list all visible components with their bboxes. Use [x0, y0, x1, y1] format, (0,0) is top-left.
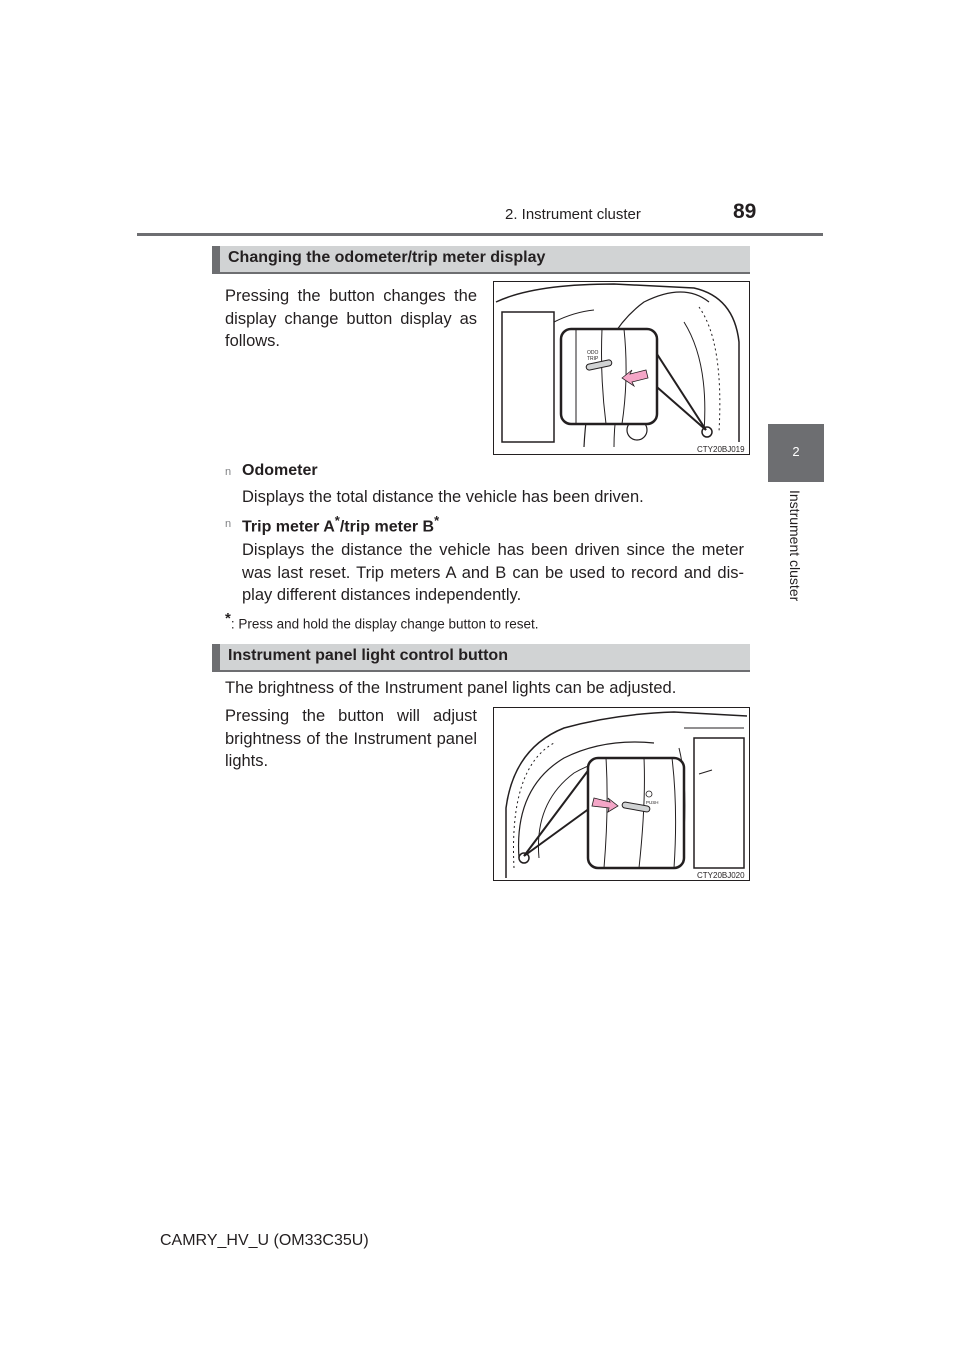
chapter-tab-number: 2 — [792, 444, 800, 459]
item-title-trip-meter — [242, 513, 439, 536]
figure-panel-light-button — [493, 707, 750, 881]
footer-model-code: CAMRY_HV_U (OM33C35U) — [160, 1232, 369, 1249]
section-heading-text: Changing the odometer/trip meter display — [228, 249, 546, 266]
footnote — [225, 610, 539, 632]
figure-odometer-button — [493, 281, 750, 455]
running-header-section: 2. Instrument cluster — [505, 206, 641, 223]
section-heading-panel-light — [212, 644, 750, 670]
item-body-trip-meter: Displays the distance the vehicle has been driven since the meter was last reset. Trip meters A and B can be used to record and dis-play different distances independently. — [242, 541, 744, 604]
section-heading-odometer — [212, 246, 750, 272]
panel-light-line: The brightness of the Instrument panel lights can be adjusted. — [225, 679, 677, 697]
item-body-odometer: Displays the total distance the vehicle has been driven. — [242, 488, 644, 506]
panel-light-intro-text: Pressing the button will adjust brightness of the Instrument panel lights. — [225, 707, 477, 770]
panel-light-button-illustration — [494, 708, 749, 880]
figure-code: CTY20BJ019 — [697, 445, 745, 454]
section-heading-rule — [212, 272, 750, 274]
item-title-text: Trip meter A — [242, 518, 335, 536]
item-title-text: /trip meter B — [339, 518, 435, 536]
bullet-marker: n — [225, 518, 232, 530]
section-heading-text: Instrument panel light control button — [228, 647, 508, 664]
header-rule — [137, 233, 823, 236]
chapter-tab-label: Instrument cluster — [787, 490, 803, 602]
footnote-mark: * — [225, 610, 231, 627]
page-number: 89 — [733, 200, 757, 223]
footnote-text: : Press and hold the display change button to reset. — [230, 616, 539, 632]
section-heading-rule — [212, 670, 750, 672]
svg-text:ODO: ODO — [587, 350, 599, 356]
item-title-odometer — [242, 462, 318, 480]
bullet-marker: n — [225, 466, 232, 478]
figure-code: CTY20BJ020 — [697, 871, 745, 880]
footnote-mark: * — [334, 513, 340, 528]
svg-text:TRIP: TRIP — [587, 356, 599, 362]
item-title-text: Odometer — [242, 462, 318, 479]
odometer-intro-text: Pressing the button changes the display change button display as follows. — [225, 287, 477, 350]
svg-text:PUSH: PUSH — [646, 800, 659, 805]
footnote-mark: * — [434, 513, 440, 528]
odometer-button-illustration — [494, 282, 749, 454]
